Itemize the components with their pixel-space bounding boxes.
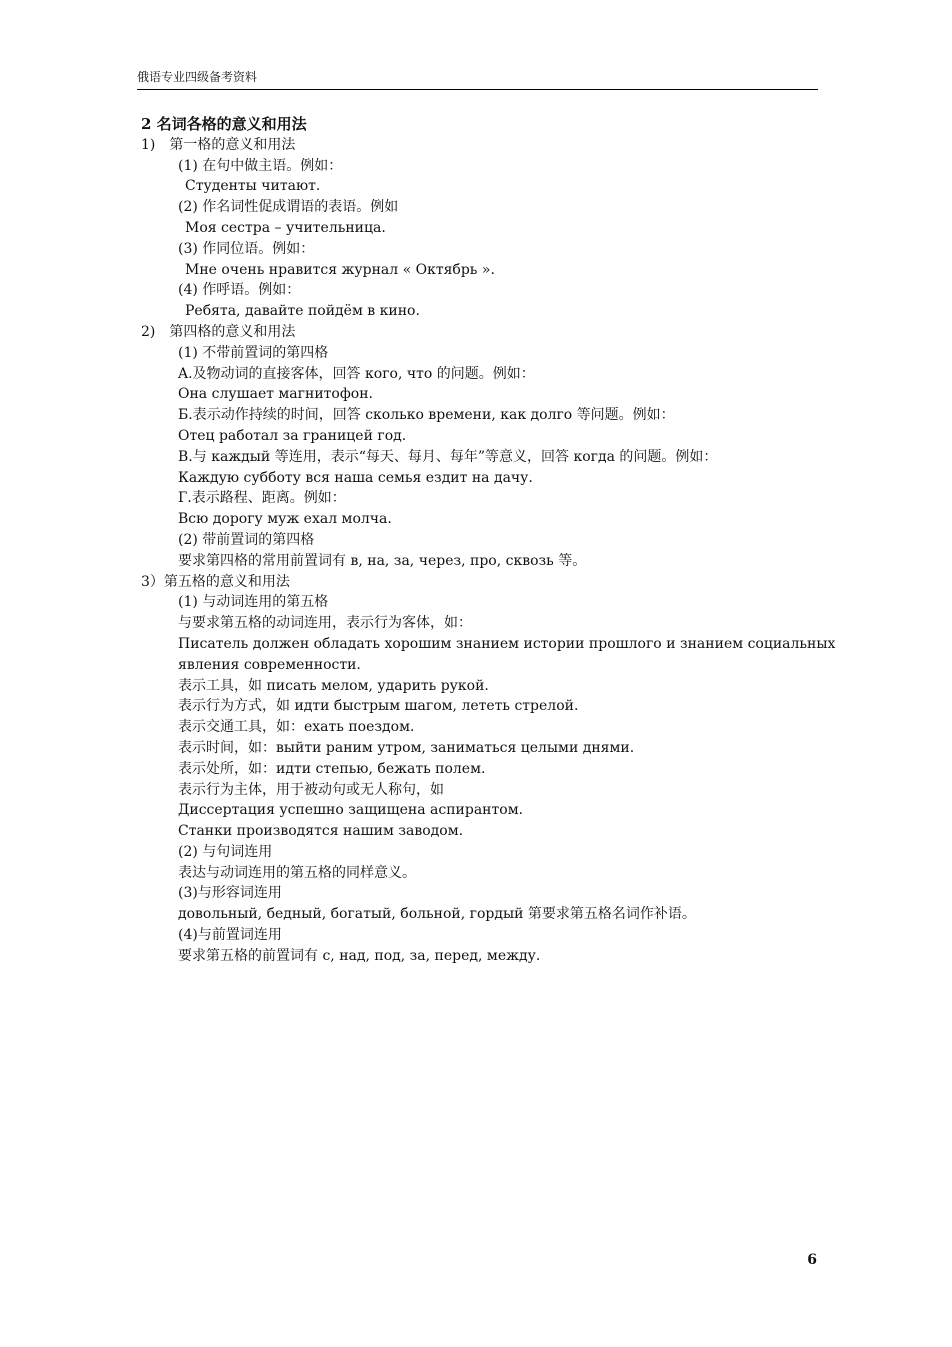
header-title: 俄语专业四级备考资料 — [137, 70, 258, 84]
text-line: Моя сестра – учительница. — [185, 219, 386, 236]
text-line: 与要求第五格的动词连用，表示行为客体，如： — [178, 615, 472, 632]
section-heading: 1) 第一格的意义和用法 — [141, 136, 296, 153]
text-line: (3) 作同位语。例如： — [178, 240, 315, 257]
text-line: Диссертация успешно защищена аспирантом. — [178, 802, 524, 819]
text-line: Всю дорогу муж ехал молча. — [178, 511, 392, 528]
text-line: (2) 带前置词的第四格 — [178, 531, 315, 548]
text-line: Студенты читают. — [185, 178, 321, 195]
text-line: 表示处所，如：идти степью, бежать полем. — [178, 760, 486, 777]
text-line: 要求第五格的前置词有 с, над, под, за, перед, между. — [178, 947, 541, 964]
text-line: (1) 在句中做主语。例如： — [178, 157, 343, 174]
text-line: Каждую субботу вся наша семья ездит на дачу. — [178, 469, 533, 486]
text-line: Писатель должен обладать хорошим знанием истории прошлого и знанием социальных — [178, 635, 836, 652]
text-line: 要求第四格的常用前置词有 в, на, за, через, про, сквозь 等。 — [178, 552, 587, 569]
text-line: (3)与形容词连用 — [178, 885, 282, 902]
text-line: (1) 与动词连用的第五格 — [178, 594, 329, 611]
text-line: Отец работал за границей год. — [178, 427, 407, 444]
text-line: 表示行为主体，用于被动句或无人称句，如 — [178, 781, 444, 798]
text-line: 表示行为方式，如 идти быстрым шагом, лететь стрелой. — [178, 698, 579, 715]
text-line: явления современности. — [178, 656, 361, 673]
text-line: 表示时间，如：выйти раним утром, заниматься целыми днями. — [178, 739, 635, 756]
text-line: Б.表示动作持续的时间，回答 сколько времени, как долго 等问题。例如： — [178, 407, 675, 424]
text-line: B.与 каждый 等连用，表示“每天、每月、每年”等意义，回答 когда 的问题。例如： — [178, 448, 718, 465]
content-lines — [141, 135, 836, 967]
text-line: (1) 不带前置词的第四格 — [178, 344, 329, 361]
page-header — [137, 68, 818, 90]
text-line: Она слушает магнитофон. — [178, 386, 373, 403]
text-line: Мне очень нравится журнал « Октябрь ». — [185, 261, 495, 278]
section-title: 2 名词各格的意义和用法 — [141, 115, 307, 133]
text-line: (2) 作名词性促成谓语的表语。例如 — [178, 199, 399, 216]
text-line: Станки производятся нашим заводом. — [178, 823, 464, 840]
document-body — [141, 114, 836, 967]
text-line: Ребята, давайте пойдём в кино. — [185, 303, 420, 320]
text-line: 表达与动词连用的第五格的同样意义。 — [178, 864, 416, 881]
text-line: (4)与前置词连用 — [178, 927, 282, 944]
text-line: Г.表示路程、距离。例如： — [178, 490, 346, 507]
section-heading: 3）第五格的意义和用法 — [141, 573, 290, 590]
text-line: A.及物动词的直接客体，回答 кого, что 的问题。例如： — [178, 365, 535, 382]
text-line: довольный, бедный, богатый, больной, гордый 第要求第五格名词作补语。 — [178, 906, 696, 923]
header-divider — [137, 89, 818, 90]
section-heading: 2) 第四格的意义和用法 — [141, 323, 296, 340]
text-line: (4) 作呼语。例如： — [178, 282, 301, 299]
text-line: 表示交通工具，如：ехать поездом. — [178, 719, 415, 736]
text-line: (2) 与句词连用 — [178, 843, 273, 860]
page-number: 6 — [807, 1252, 817, 1268]
text-line: 表示工具，如 писать мелом, ударить рукой. — [178, 677, 489, 694]
